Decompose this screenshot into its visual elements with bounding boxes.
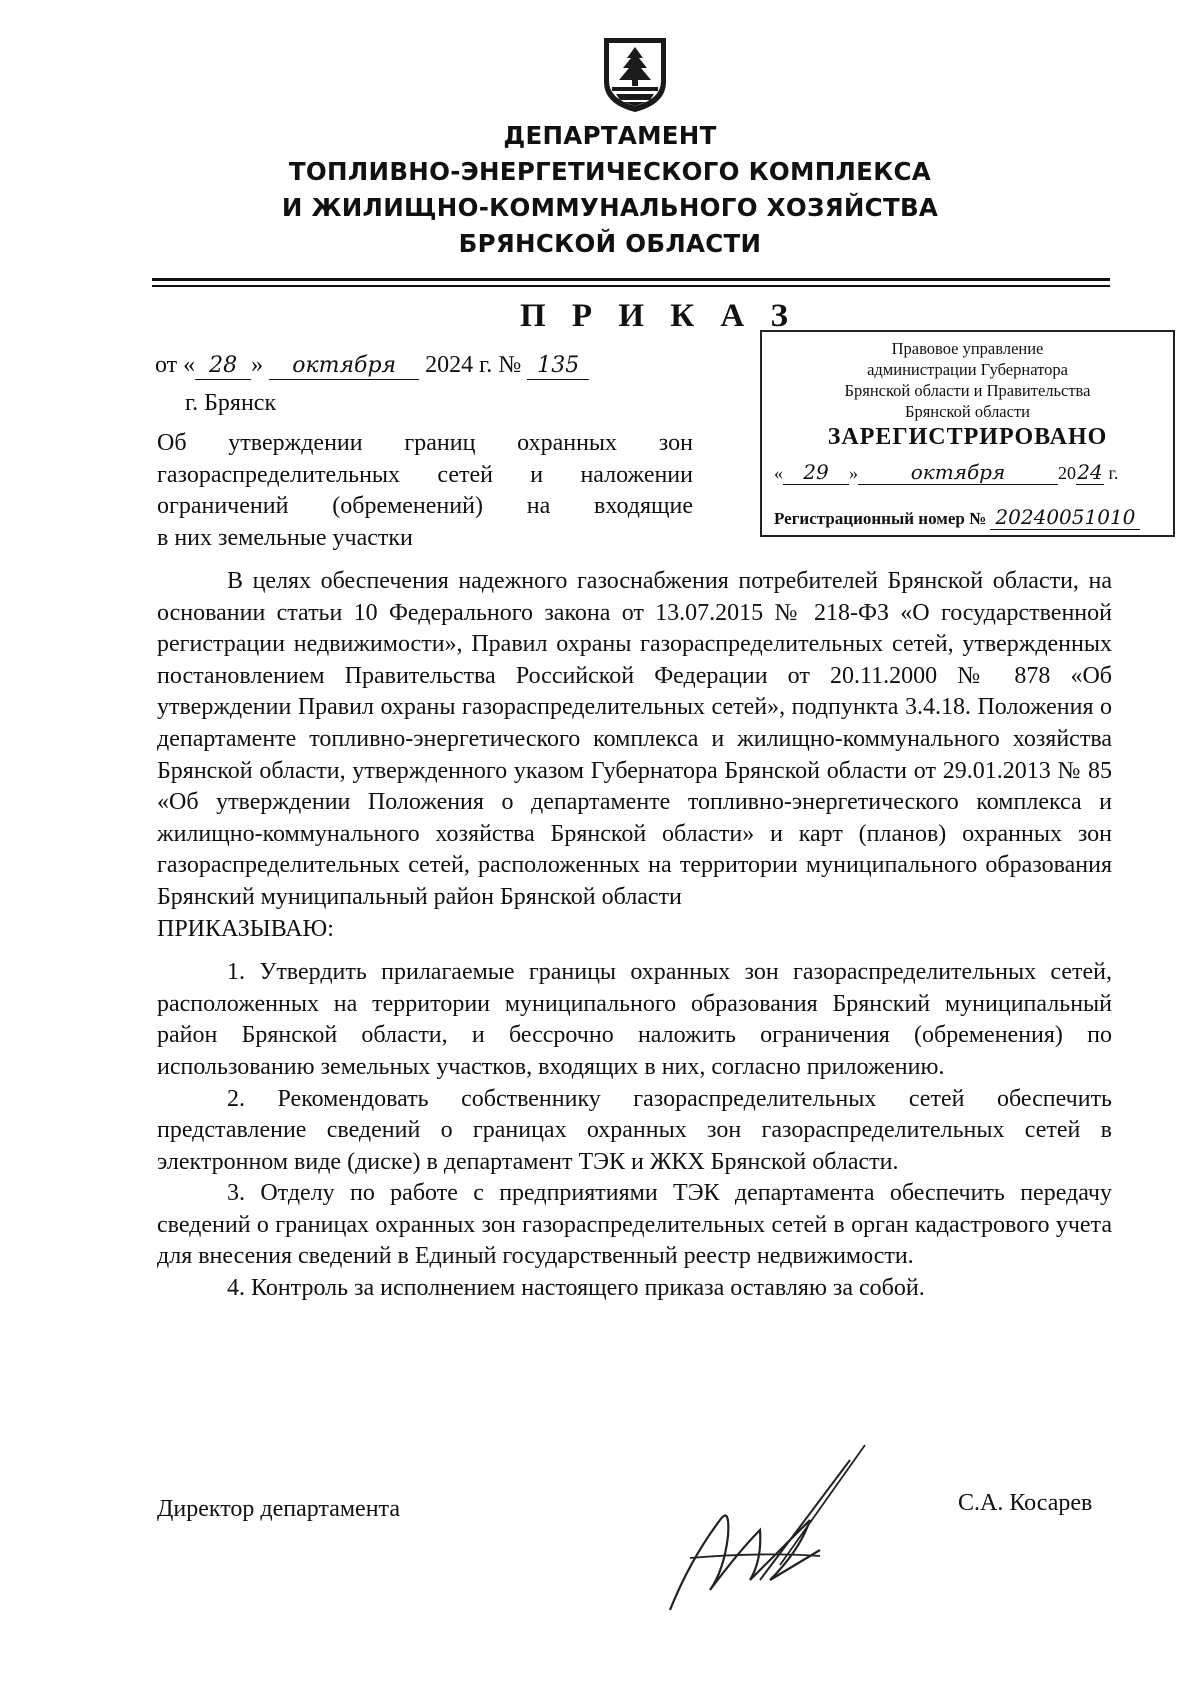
signer-title: Директор департамента — [157, 1496, 400, 1522]
order-month: октября — [292, 353, 397, 378]
order-date-line — [155, 352, 589, 386]
order-item: 4. Контроль за исполнением настоящего приказа оставляю за собой. — [227, 1275, 925, 1302]
handwritten-signature — [650, 1440, 880, 1630]
stamp-day-blank — [783, 460, 849, 485]
order-month-blank — [269, 352, 419, 380]
stamp-dept-line: Брянской области и Правительства — [844, 381, 1091, 400]
order-subject — [157, 428, 693, 554]
stamp-year-suffix: 24 — [1077, 460, 1103, 484]
stamp-date-open: « — [774, 463, 783, 483]
department-header — [240, 118, 980, 262]
stamp-month-blank — [858, 460, 1058, 485]
stamp-year-tail: г. — [1108, 463, 1119, 483]
from-label: от « — [155, 352, 196, 378]
header-rule-thin — [152, 285, 1110, 287]
stamp-year-blank — [1076, 460, 1104, 485]
number-label: № — [498, 352, 522, 378]
stamp-reg-number: 20240051010 — [995, 505, 1136, 529]
order-item: 3. Отделу по работе с предприятиями ТЭК департамента обеспечить передачу сведений о границах охранных зон газораспределительных сетей в орган кадастрового учета для внесения сведений в Единый государственный реестр недвижимости. — [157, 1180, 1112, 1270]
stamp-dept-line: Брянской области — [904, 402, 1030, 421]
header-line: ТОПЛИВНО-ЭНЕРГЕТИЧЕСКОГО КОМПЛЕКСА — [288, 157, 932, 186]
order-day-blank — [195, 352, 251, 380]
registration-stamp — [760, 330, 1175, 537]
order-body — [157, 566, 1112, 1305]
header-rule-thick — [152, 278, 1110, 281]
order-item: 2. Рекомендовать собственнику газораспределительных сетей обеспечить представление сведений о границах охранных зон газораспределительных сетей в электронном виде (диске) в департамент ТЭК и ЖКХ Брянской области. — [157, 1085, 1112, 1175]
day-close-quote: » — [251, 352, 264, 378]
order-city: г. Брянск — [185, 390, 277, 416]
stamp-date — [774, 460, 1169, 485]
stamp-day: 29 — [803, 460, 829, 484]
order-number-blank — [527, 352, 589, 380]
order-word: ПРИКАЗЫВАЮ: — [157, 915, 334, 942]
subject-line: ограничений (обременений) на входящие — [157, 493, 693, 519]
subject-line: Об утверждении границ охранных зон — [157, 430, 693, 456]
preamble-paragraph: В целях обеспечения надежного газоснабжения потребителей Брянской области, на основании статьи 10 Федерального закона от 13.07.2015 № 218-ФЗ «О государственной регистрации недвижимости», Правил охраны газораспределительных сетей, утвержденных постановлением Правительства Российской Федерации от 20.11.2000 № 878 «Об утверждении Правил охраны газораспределительных сетей», подпункта 3.4.18. Положения о департаменте топливно-энергетического комплекса и жилищно-коммунального хозяйства Брянской области, утвержденного указом Губернатора Брянской области от 29.01.2013 № 85 «Об утверждении Положения о департаменте топливно-энергетического комплекса и жилищно-коммунального хозяйства Брянской области» и карт (планов) охранных зон газораспределительных сетей, расположенных на территории муниципального образования Брянский муниципальный район Брянской области — [157, 568, 1112, 910]
stamp-department — [762, 338, 1173, 422]
header-line: БРЯНСКОЙ ОБЛАСТИ — [458, 229, 762, 258]
header-line: ДЕПАРТАМЕНТ — [503, 121, 717, 150]
stamp-reg-number-blank — [990, 505, 1140, 530]
stamp-reg-label: Регистрационный номер № — [774, 509, 987, 528]
stamp-year-prefix: 20 — [1058, 463, 1076, 483]
order-day: 28 — [209, 353, 238, 378]
stamp-dept-line: администрации Губернатора — [867, 360, 1068, 379]
stamp-registered-label: ЗАРЕГИСТРИРОВАНО — [827, 424, 1108, 450]
order-number: 135 — [537, 353, 580, 378]
subject-line: газораспределительных сетей и наложении — [157, 461, 693, 488]
coat-of-arms-emblem — [598, 34, 672, 114]
signer-name: С.А. Косарев — [958, 1490, 1093, 1516]
stamp-date-close: » — [849, 463, 858, 483]
order-title: П Р И К А З — [520, 298, 797, 334]
subject-line: в них земельные участки — [157, 524, 413, 551]
stamp-month: октября — [910, 460, 1006, 484]
header-line: И ЖИЛИЩНО-КОММУНАЛЬНОГО ХОЗЯЙСТВА — [281, 193, 939, 222]
order-year: 2024 г. — [425, 352, 493, 378]
stamp-reg-number-line — [774, 505, 1169, 530]
stamp-dept-line: Правовое управление — [891, 339, 1044, 358]
order-item: 1. Утвердить прилагаемые границы охранных зон газораспределительных сетей, расположенных на территории муниципального образования Брянский муниципальный район Брянской области, и бессрочно наложить ограничения (обременения) по использованию земельных участков, входящих в них, согласно приложению. — [157, 959, 1112, 1080]
